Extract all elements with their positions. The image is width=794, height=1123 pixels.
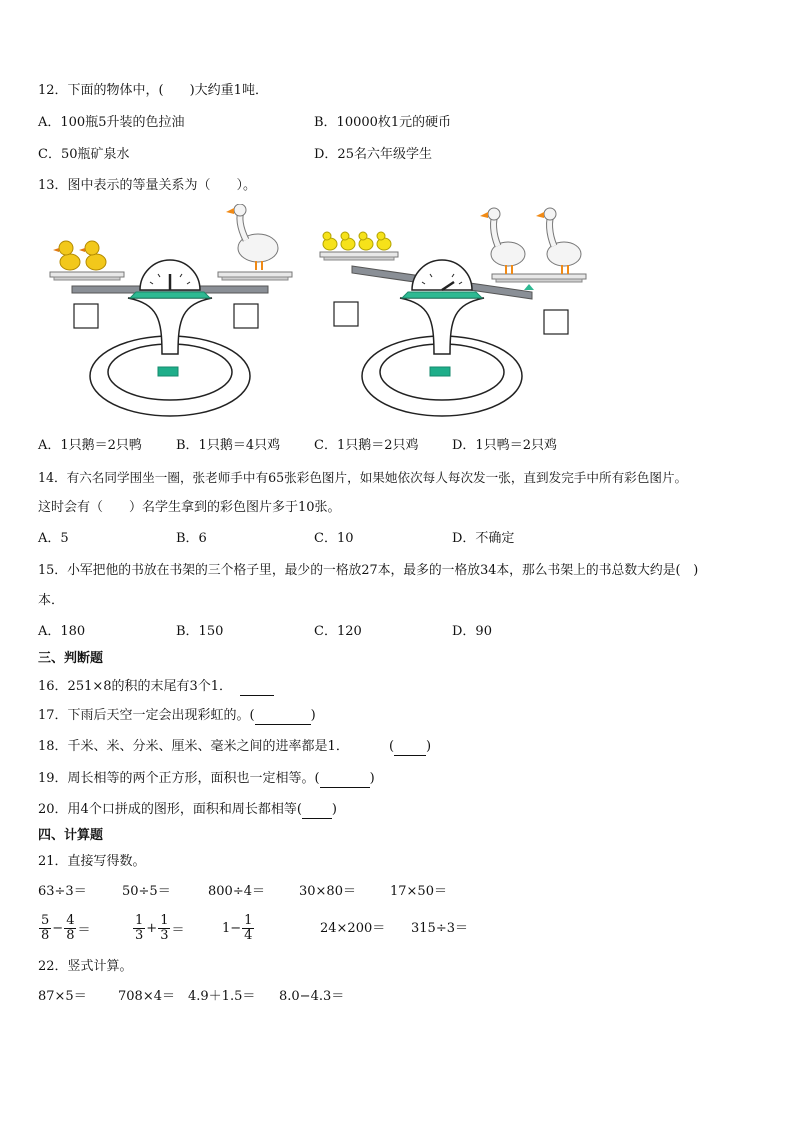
q13-option-c: C．1只鹅＝2只鸡 bbox=[314, 438, 419, 453]
q12-option-d: D．25名六年级学生 bbox=[314, 147, 432, 162]
duck-icon bbox=[53, 241, 80, 270]
goose-icon bbox=[536, 208, 581, 274]
q15-option-c: C．120 bbox=[314, 624, 362, 639]
q15-stem-line2: 本． bbox=[38, 593, 65, 608]
q13-stem: 13．图中表示的等量关系为（ ）。 bbox=[38, 178, 257, 193]
calc-item: 8.0−4.3＝ bbox=[279, 989, 345, 1004]
calc-item: 800÷4＝ bbox=[208, 884, 265, 899]
answer-blank[interactable] bbox=[255, 710, 311, 725]
q15-option-d: D．90 bbox=[452, 624, 492, 639]
answer-blank[interactable] bbox=[394, 741, 426, 756]
calc-item: 87×5＝ bbox=[38, 989, 87, 1004]
q14-option-b: B．6 bbox=[176, 531, 207, 546]
answer-blank[interactable] bbox=[240, 681, 274, 696]
calc-item: 24×200＝ bbox=[320, 921, 386, 936]
section-3-heading: 三、判断题 bbox=[38, 651, 104, 666]
calc-item: 315÷3＝ bbox=[411, 921, 468, 936]
section-4-heading: 四、计算题 bbox=[38, 828, 104, 843]
goose-icon bbox=[226, 204, 278, 270]
answer-blank[interactable] bbox=[320, 773, 370, 788]
calc-item: 50÷5＝ bbox=[122, 884, 171, 899]
chick-icon bbox=[359, 232, 373, 250]
fraction-expression-3: 1− $\frac{1}{4}$ bbox=[222, 912, 253, 943]
q14-stem-line2: 这时会有（ ）名学生拿到的彩色图片多于10张。 bbox=[38, 500, 341, 515]
fraction-expression-2: $\frac{1}{3}$ + $\frac{1}{3}$ ＝ bbox=[135, 912, 185, 943]
calc-item: 4.9＋1.5＝ bbox=[188, 989, 256, 1004]
q15-stem-line1: 15．小军把他的书放在书架的三个格子里，最少的一格放27本，最多的一格放34本，那么书架上的书总数大约是( ) bbox=[38, 563, 699, 578]
goose-icon bbox=[480, 208, 525, 274]
q12-option-a: A．100瓶5升装的色拉油 bbox=[38, 115, 185, 130]
q22-stem: 22．竖式计算。 bbox=[38, 959, 133, 974]
fraction-expression-1: $\frac{5}{8}$ − $\frac{4}{8}$ ＝ bbox=[41, 912, 91, 943]
q12-option-c: C．50瓶矿泉水 bbox=[38, 147, 130, 162]
calc-item: 63÷3＝ bbox=[38, 884, 87, 899]
q14-option-c: C．10 bbox=[314, 531, 354, 546]
q16: 16．251×8的积的末尾有3个1． bbox=[38, 678, 274, 696]
balance-scale-figure-right bbox=[318, 204, 596, 420]
q13-option-d: D．1只鸭＝2只鸡 bbox=[452, 438, 557, 453]
calc-item: 708×4＝ bbox=[118, 989, 175, 1004]
calc-item: 30×80＝ bbox=[299, 884, 356, 899]
q12-stem: 12．下面的物体中，( )大约重1吨． bbox=[38, 83, 268, 98]
q12-option-b: B．10000枚1元的硬币 bbox=[314, 115, 452, 130]
answer-blank[interactable] bbox=[302, 804, 332, 819]
q13-option-b: B．1只鹅＝4只鸡 bbox=[176, 438, 281, 453]
q17: 17．下雨后天空一定会出现彩虹的。( ) bbox=[38, 708, 316, 723]
q18: 18．千米、米、分米、厘米、毫米之间的进率都是1． ( ) bbox=[38, 739, 432, 754]
q14-option-a: A．5 bbox=[38, 531, 69, 546]
q19: 19．周长相等的两个正方形，面积也一定相等。( ) bbox=[38, 771, 375, 786]
q21-stem: 21．直接写得数。 bbox=[38, 854, 146, 869]
q15-option-b: B．150 bbox=[176, 624, 224, 639]
chick-icon bbox=[323, 232, 337, 250]
balance-scale-figure-left bbox=[48, 204, 298, 420]
chick-icon bbox=[377, 232, 391, 250]
q15-option-a: A．180 bbox=[38, 624, 86, 639]
calc-item: 17×50＝ bbox=[390, 884, 447, 899]
chick-icon bbox=[341, 232, 355, 250]
duck-icon bbox=[79, 241, 106, 270]
q14-option-d: D．不确定 bbox=[452, 531, 515, 546]
q20: 20．用4个口拼成的图形，面积和周长都相等( ) bbox=[38, 802, 337, 817]
q14-stem-line1: 14．有六名同学围坐一圈，张老师手中有65张彩色图片，如果她依次每人每次发一张，直到发完手中所有彩色图片。 bbox=[38, 470, 688, 485]
q13-option-a: A．1只鹅＝2只鸭 bbox=[38, 438, 142, 453]
